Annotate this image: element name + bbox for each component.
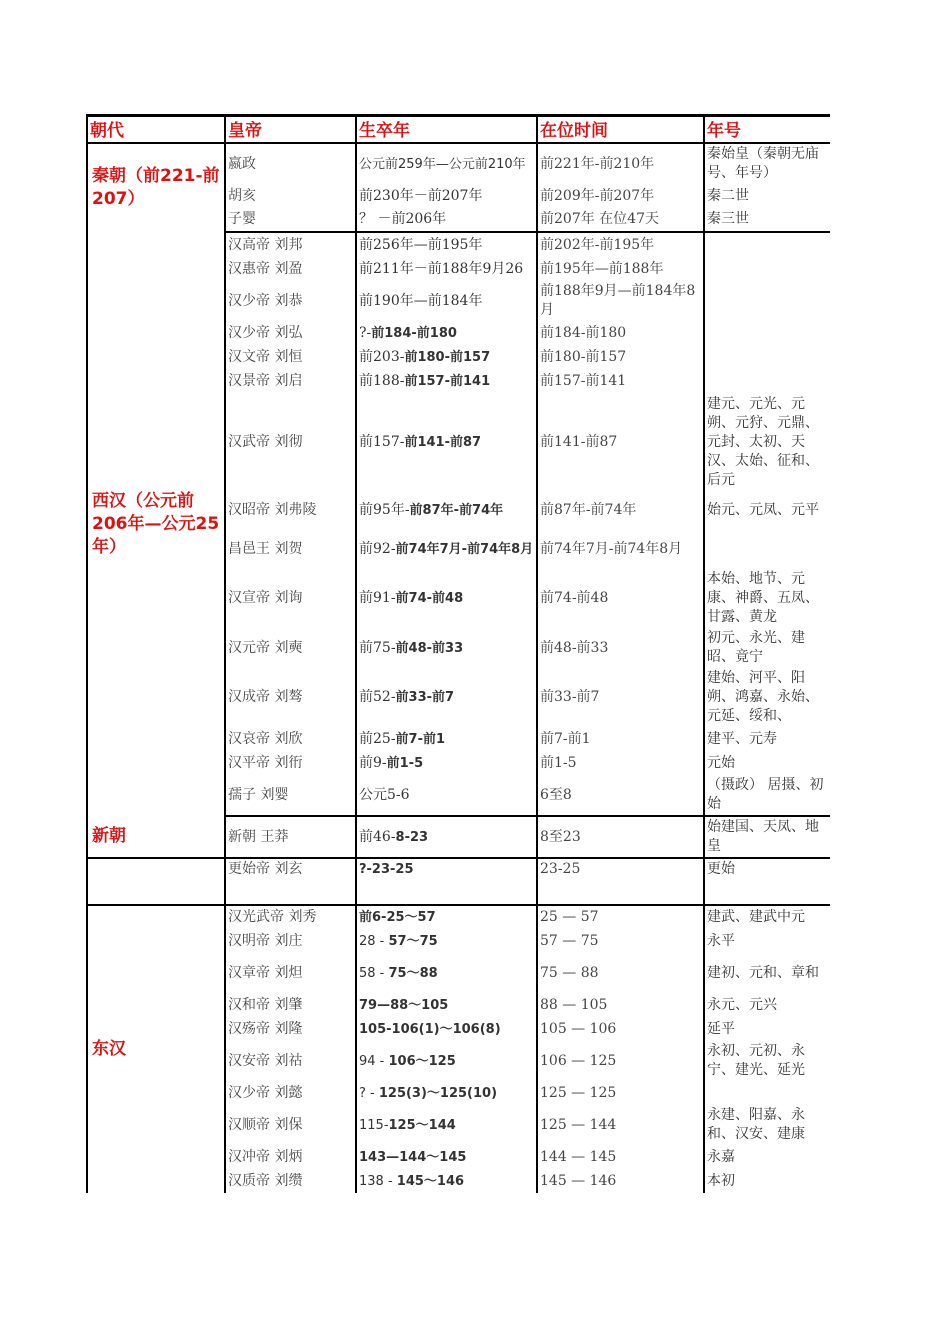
reign-cell: 前207年 在位47天 [537,208,704,232]
lifespan-cell [356,929,537,953]
emperor-cell: 嬴政 [225,143,356,184]
lifespan-cell [356,993,537,1017]
lifespan-cell [356,953,537,993]
table-row [87,816,830,858]
era-cell-empty [704,232,830,393]
era-cell: 本始、地节、元康、神爵、五凤、甘露、黄龙 [704,569,830,628]
lifespan-reign-bold: 125(3)～125(10) [378,1085,498,1101]
era-cell: 秦三世 [704,208,830,232]
reign-cell: 前87年-前74年 [537,491,704,529]
lifespan-birth: 58 - [359,965,389,981]
emperor-cell: 汉安帝 刘祜 [225,1041,356,1081]
lifespan-birth: 前9- [359,754,387,771]
emperor-cell: 汉武帝 刘彻 [225,393,356,491]
emperor-cell: 汉少帝 刘弘 [225,321,356,345]
reign-cell: 106 — 125 [537,1041,704,1081]
dynasty-cell-xin: 新朝 [87,816,225,858]
reign-cell: 前184-前180 [537,321,704,345]
lifespan-reign-bold: 125～144 [388,1117,456,1133]
lifespan-birth: 138 - [359,1173,397,1189]
era-cell: （摄政） 居摄、初始 [704,775,830,816]
reign-cell: 前221年-前210年 [537,143,704,184]
lifespan-reign-bold: 145～146 [396,1173,465,1189]
table-row [87,232,830,257]
lifespan-cell [356,1169,537,1193]
lifespan-cell: 前256年—前195年 [356,232,537,257]
table-row [87,143,830,184]
emperor-cell: 汉顺帝 刘保 [225,1105,356,1145]
reign-cell: 125 — 144 [537,1105,704,1145]
reign-cell: 125 — 125 [537,1081,704,1105]
lifespan-reign-bold: 25～57 [386,910,436,925]
reign-cell: 25 — 57 [537,905,704,929]
emperor-cell: 汉章帝 刘炟 [225,953,356,993]
lifespan-cell [356,369,537,393]
era-cell: 建平、元寿 [704,727,830,751]
lifespan-reign-bold: 前33-前7 [395,690,455,705]
reign-cell: 前195年—前188年 [537,257,704,281]
lifespan-reign-bold: 106～125 [388,1053,456,1069]
emperor-cell: 汉昭帝 刘弗陵 [225,491,356,529]
lifespan-cell [356,816,537,858]
lifespan-reign-bold: 57～75 [388,933,438,949]
header-dynasty: 朝代 [87,116,225,144]
lifespan-birth: 前157- [359,433,405,450]
lifespan-birth: 94 - [359,1053,389,1069]
emperor-cell: 汉和帝 刘肇 [225,993,356,1017]
reign-cell: 23-25 [537,858,704,905]
reign-cell: 88 — 105 [537,993,704,1017]
reign-cell: 8至23 [537,816,704,858]
era-cell: 永元、元兴 [704,993,830,1017]
reign-cell: 145 — 146 [537,1169,704,1193]
emperor-cell: 汉景帝 刘启 [225,369,356,393]
emperor-cell: 更始帝 刘玄 [225,858,356,905]
emperor-cell: 汉文帝 刘恒 [225,345,356,369]
emperor-cell: 汉明帝 刘庄 [225,929,356,953]
table-row [87,858,830,905]
lifespan-cell [356,905,537,929]
reign-cell: 前180-前157 [537,345,704,369]
table-row [87,905,830,929]
emperor-cell: 汉哀帝 刘欣 [225,727,356,751]
lifespan-reign-bold: 前141-前87 [404,434,482,450]
dynasty-cell-xihan: 西汉（公元前206年—公元25年） [87,232,225,816]
lifespan-cell: 前190年—前184年 [356,281,537,321]
lifespan-birth: 前92- [359,540,396,557]
emperor-cell: 汉惠帝 刘盈 [225,257,356,281]
lifespan-reign-bold: 前157-前141 [404,373,491,389]
reign-cell: 6至8 [537,775,704,816]
dynasty-cell-qin: 秦朝（前221-前207） [87,143,225,232]
lifespan-reign-bold: 前48-前33 [395,640,464,656]
emperor-cell: 汉高帝 刘邦 [225,232,356,257]
lifespan-birth: 前188- [359,372,405,389]
header-reign: 在位时间 [537,116,704,144]
lifespan-cell [356,321,537,345]
emperor-cell: 子婴 [225,208,356,232]
emperor-cell: 汉质帝 刘缵 [225,1169,356,1193]
lifespan-cell: 公元5-6 [356,775,537,816]
emperor-cell: 胡亥 [225,184,356,208]
header-row [87,116,830,144]
lifespan-cell [356,529,537,569]
lifespan-cell [356,668,537,727]
reign-cell: 前157-前141 [537,369,704,393]
lifespan-birth: 前203- [359,348,405,365]
reign-cell: 前188年9月—前184年8月 [537,281,704,321]
lifespan-birth: 143— [359,1149,400,1165]
dynasty-cell-empty [87,858,225,905]
reign-cell: 前74-前48 [537,569,704,628]
reign-cell: 57 — 75 [537,929,704,953]
lifespan-birth: 115- [359,1117,389,1133]
era-cell: 建始、河平、阳朔、鸿嘉、永始、元延、绥和、 [704,668,830,727]
lifespan-birth: 79— [359,997,391,1013]
lifespan-reign-bold: 8-23 [395,829,429,845]
lifespan-birth: 前95年- [359,501,410,518]
reign-cell: 前48-前33 [537,628,704,668]
header-emperor: 皇帝 [225,116,356,144]
era-cell: 永初、元初、永宁、建光、延光 [704,1041,830,1081]
emperor-cell: 汉平帝 刘衎 [225,751,356,775]
lifespan-reign-bold: 前180-前157 [404,349,491,365]
reign-cell: 前7-前1 [537,727,704,751]
lifespan-cell: 前211年－前188年9月26 [356,257,537,281]
lifespan-cell: ？ －前206年 [356,208,537,232]
reign-cell: 144 — 145 [537,1145,704,1169]
lifespan-birth: 前75- [359,639,396,656]
emperor-cell: 汉少帝 刘懿 [225,1081,356,1105]
era-cell: 永平 [704,929,830,953]
lifespan-birth: 28 - [359,933,389,949]
era-cell-empty [704,529,830,569]
era-cell: 始建国、天凤、地皇 [704,816,830,858]
reign-cell: 前141-前87 [537,393,704,491]
emperor-cell: 汉光武帝 刘秀 [225,905,356,929]
lifespan-reign-bold: 前74-前48 [395,591,464,606]
emperor-cell: 汉殇帝 刘隆 [225,1017,356,1041]
reign-cell: 前33-前7 [537,668,704,727]
era-cell: 延平 [704,1017,830,1041]
era-cell: 建武、建武中元 [704,905,830,929]
era-cell: 始元、元凤、元平 [704,491,830,529]
lifespan-reign-bold: 前1-5 [386,755,424,771]
dynasty-cell-donghan: 东汉 [87,905,225,1193]
lifespan-cell: 105-106(1)～106(8) [356,1017,537,1041]
lifespan-reign-bold: 前74年7月-前74年8月 [395,541,534,557]
lifespan-birth: ? - [359,1085,379,1101]
emperor-cell: 孺子 刘婴 [225,775,356,816]
emperor-cell: 汉元帝 刘奭 [225,628,356,668]
dynasty-table-sheet [86,114,829,1193]
era-cell: 永嘉 [704,1145,830,1169]
reign-cell: 前1-5 [537,751,704,775]
lifespan-cell [356,1105,537,1145]
lifespan-birth: 前46- [359,828,396,845]
lifespan-cell [356,491,537,529]
lifespan-birth: 前25- [359,730,396,747]
reign-cell: 前209年-前207年 [537,184,704,208]
lifespan-cell [356,1081,537,1105]
lifespan-cell [356,1041,537,1081]
era-cell: 秦二世 [704,184,830,208]
reign-cell: 75 — 88 [537,953,704,993]
reign-cell: 前74年7月-前74年8月 [537,529,704,569]
lifespan-birth: 前91- [359,590,396,606]
lifespan-cell [356,1145,537,1169]
lifespan-birth: 前6- [359,910,387,925]
emperor-cell: 昌邑王 刘贺 [225,529,356,569]
emperor-cell: 汉成帝 刘骜 [225,668,356,727]
lifespan-reign-bold: 前7-前1 [395,731,446,747]
lifespan-cell [356,727,537,751]
lifespan-cell: ?-23-25 [356,858,537,905]
era-cell: 初元、永光、建昭、竟宁 [704,628,830,668]
lifespan-reign-bold: 144～145 [399,1149,467,1165]
lifespan-reign-bold: 88～105 [390,997,449,1013]
emperor-cell: 汉宣帝 刘询 [225,569,356,628]
era-cell: 建初、元和、章和 [704,953,830,993]
lifespan-cell [356,345,537,369]
reign-cell: 105 — 106 [537,1017,704,1041]
lifespan-cell [356,628,537,668]
lifespan-birth: ?- [359,324,372,341]
emperor-table [86,114,830,1193]
lifespan-birth: 前52- [359,689,396,705]
era-cell: 本初 [704,1169,830,1193]
era-cell: 秦始皇（秦朝无庙号、年号） [704,143,830,184]
header-era-names: 年号 [704,116,830,144]
lifespan-cell [356,393,537,491]
emperor-cell: 汉冲帝 刘炳 [225,1145,356,1169]
lifespan-cell [356,751,537,775]
emperor-cell: 新朝 王莽 [225,816,356,858]
header-lifespan: 生卒年 [356,116,537,144]
lifespan-cell [356,569,537,628]
lifespan-reign-bold: 75～88 [388,965,438,981]
era-cell-empty [704,1081,830,1105]
era-cell: 元始 [704,751,830,775]
reign-cell: 前202年-前195年 [537,232,704,257]
era-cell: 永建、阳嘉、永和、汉安、建康 [704,1105,830,1145]
emperor-cell: 汉少帝 刘恭 [225,281,356,321]
lifespan-cell: 公元前259年—公元前210年 [356,143,537,184]
lifespan-cell: 前230年－前207年 [356,184,537,208]
era-cell: 建元、元光、元朔、元狩、元鼎、元封、太初、天汉、太始、征和、后元 [704,393,830,491]
lifespan-reign-bold: 前87年-前74年 [409,502,504,518]
lifespan-reign-bold: 前184-前180 [371,325,457,341]
era-cell: 更始 [704,858,830,905]
